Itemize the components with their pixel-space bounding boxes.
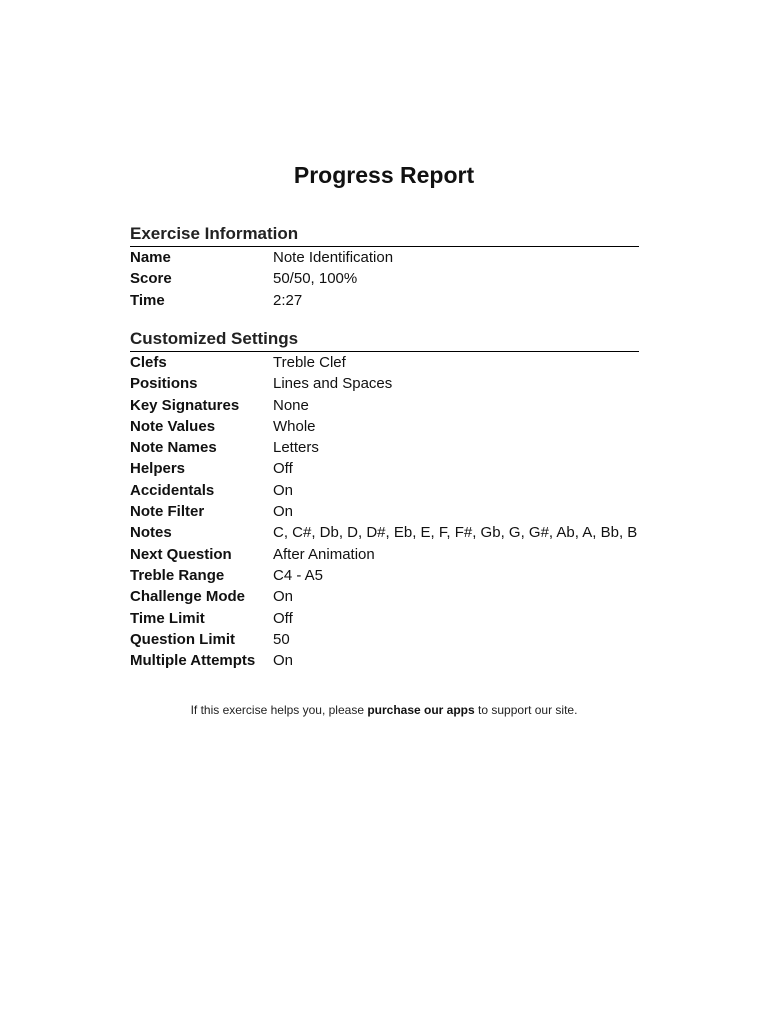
- row-value: C4 - A5: [273, 566, 324, 584]
- table-row: [130, 586, 639, 607]
- row-value: Note Identification: [273, 249, 394, 266]
- row-label: Accidentals: [130, 481, 215, 499]
- row-value: On: [273, 588, 294, 606]
- table-row: [130, 268, 639, 289]
- row-value: On: [273, 503, 294, 521]
- table-row: [130, 544, 639, 565]
- table-row: [130, 373, 639, 394]
- row-value: After Animation: [273, 545, 375, 563]
- row-value: Off: [273, 460, 293, 478]
- row-value: On: [273, 481, 294, 499]
- table-row: [130, 650, 639, 671]
- row-value: Treble Clef: [273, 354, 346, 371]
- row-label: Time Limit: [130, 609, 205, 627]
- row-label: Note Values: [130, 417, 216, 435]
- table-row: [130, 480, 639, 501]
- row-label: Helpers: [130, 460, 186, 478]
- table-row: [130, 352, 639, 373]
- row-value: None: [273, 396, 309, 414]
- table-row: [130, 458, 639, 479]
- table-row: [130, 290, 639, 311]
- row-value: Letters: [273, 439, 319, 457]
- exercise-information-section: [130, 222, 639, 311]
- row-value: Off: [273, 609, 293, 627]
- row-label: Positions: [130, 375, 198, 393]
- table-row: [130, 247, 639, 268]
- exercise-information-heading: Exercise Information: [130, 222, 639, 247]
- row-value: C, C#, Db, D, D#, Eb, E, F, F#, Gb, G, G#, Ab, A, Bb, B: [273, 524, 638, 542]
- table-row: [130, 437, 639, 458]
- row-value: 50: [273, 630, 290, 648]
- row-value: Whole: [273, 417, 316, 435]
- table-row: [130, 395, 639, 416]
- customized-settings-heading: Customized Settings: [130, 327, 639, 352]
- customized-settings-table: [130, 352, 639, 671]
- table-row: [130, 608, 639, 629]
- row-label: Next Question: [130, 545, 232, 563]
- row-label: Key Signatures: [130, 396, 240, 414]
- table-row: [130, 501, 639, 522]
- row-label: Treble Range: [130, 566, 225, 584]
- support-message: [0, 702, 768, 718]
- page-title: Progress Report: [293, 162, 475, 188]
- row-value: Lines and Spaces: [273, 375, 393, 393]
- row-label: Note Names: [130, 439, 217, 457]
- table-row: [130, 565, 639, 586]
- row-value: 50/50, 100%: [273, 270, 358, 288]
- row-label: Note Filter: [130, 503, 205, 521]
- row-value: On: [273, 652, 294, 670]
- row-label: Question Limit: [130, 630, 235, 648]
- row-label: Name: [130, 249, 171, 266]
- customized-settings-section: [130, 327, 639, 671]
- row-label: Notes: [130, 524, 172, 542]
- row-label: Time: [130, 291, 165, 309]
- support-message-prefix: If this exercise helps you, please: [190, 703, 368, 717]
- purchase-apps-link[interactable]: purchase our apps: [367, 703, 475, 717]
- row-label: Challenge Mode: [130, 588, 246, 606]
- table-row: [130, 522, 639, 543]
- table-row: [130, 629, 639, 650]
- row-value: 2:27: [273, 291, 303, 309]
- row-label: Clefs: [130, 354, 167, 371]
- table-row: [130, 416, 639, 437]
- support-message-suffix: to support our site.: [474, 703, 578, 717]
- exercise-information-table: [130, 247, 639, 311]
- row-label: Score: [130, 270, 172, 288]
- row-label: Multiple Attempts: [130, 652, 256, 670]
